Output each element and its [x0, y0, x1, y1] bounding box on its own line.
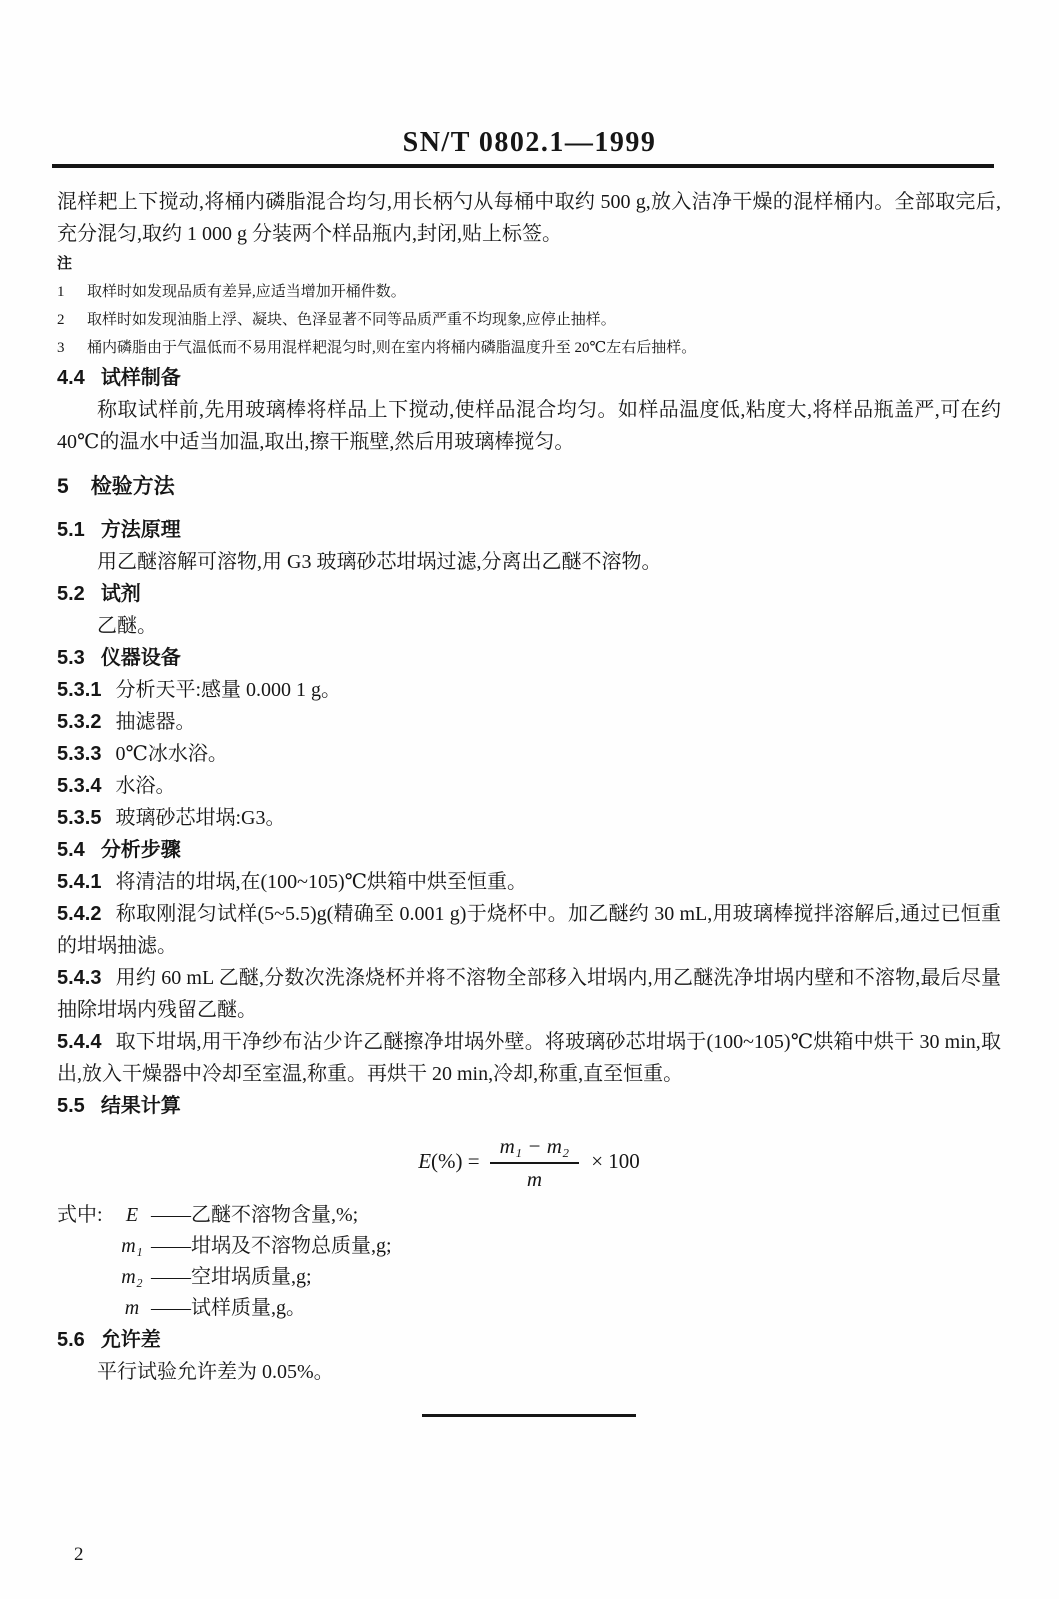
clause-text: 0℃冰水浴。 [115, 743, 228, 765]
clause-text: 分析天平:感量 0.000 1 g。 [115, 679, 342, 701]
clause-number: 5.4.3 [57, 967, 102, 989]
section-heading-5-4 [57, 834, 1001, 866]
section-5-2-paragraph: 乙醚。 [97, 615, 157, 637]
clause-number: 5.4.1 [57, 871, 102, 893]
section-number: 5 [57, 475, 69, 498]
clause-5-3-4 [57, 770, 1001, 802]
note-number: 3 [57, 340, 65, 356]
clause-text: 取下坩埚,用干净纱布沾少许乙醚擦净坩埚外壁。将玻璃砂芯坩埚于(100~105)℃烘箱中烘干 30 min,取出,放入干燥器中冷却至室温,称重。再烘干 20 min,冷却,称重,直至恒重。 [57, 1031, 1001, 1085]
clause-5-3-1 [57, 674, 1001, 706]
section-number: 5.1 [57, 519, 85, 541]
section-number: 5.2 [57, 583, 85, 605]
where-symbol: m₂ [121, 1266, 143, 1288]
where-text: ——试样质量,g。 [151, 1297, 306, 1319]
clause-text: 抽滤器。 [115, 711, 196, 733]
note-text: 取样时如发现品质有差异,应适当增加开桶件数。 [87, 284, 406, 300]
section-5-6-paragraph: 平行试验允许差为 0.05%。 [97, 1361, 334, 1383]
clause-number: 5.3.2 [57, 711, 102, 733]
note-number: 1 [57, 284, 65, 300]
clause-5-4-2 [57, 898, 1001, 962]
note-number: 2 [57, 312, 65, 328]
end-of-text-rule [422, 1414, 636, 1417]
clause-number: 5.4.2 [57, 903, 102, 925]
formula-variable-E: E [418, 1148, 432, 1173]
clause-5-3-3 [57, 738, 1001, 770]
where-text: ——坩埚及不溶物总质量,g; [151, 1235, 392, 1257]
section-title: 允许差 [100, 1329, 161, 1351]
standard-code: SN/T 0802.1—1999 [402, 127, 657, 158]
clause-5-4-4 [57, 1026, 1001, 1090]
section-title: 仪器设备 [100, 647, 181, 669]
where-line-m [57, 1293, 1001, 1324]
section-title: 分析步骤 [100, 839, 181, 861]
section-4-4-paragraph: 称取试样前,先用玻璃棒将样品上下搅动,使样品混合均匀。如样品温度低,粘度大,将样品瓶盖严,可在约 40℃的温水中适当加温,取出,擦干瓶壁,然后用玻璃棒搅匀。 [57, 399, 1001, 453]
result-formula [57, 1132, 1001, 1194]
clause-text: 称取刚混匀试样(5~5.5)g(精确至 0.001 g)于烧杯中。加乙醚约 30 mL,用玻璃棒搅拌溶解后,通过已恒重的坩埚抽滤。 [57, 903, 1001, 957]
header-rule [52, 164, 994, 168]
formula-denominator: m [526, 1167, 542, 1191]
note-text: 桶内磷脂由于气温低而不易用混样耙混匀时,则在室内将桶内磷脂温度升至 20℃左右后抽样。 [87, 340, 697, 356]
clause-number: 5.3.1 [57, 679, 102, 701]
clause-text: 用约 60 mL 乙醚,分数次洗涤烧杯并将不溶物全部移入坩埚内,用乙醚洗净坩埚内壁和不溶物,最后尽量抽除坩埚内残留乙醚。 [57, 967, 1001, 1021]
where-line-m2 [57, 1262, 1001, 1293]
intro-paragraph: 混样耙上下搅动,将桶内磷脂混合均匀,用长柄勺从每桶中取约 500 g,放入洁净干燥的混样桶内。全部取完后,充分混匀,取约 1 000 g 分装两个样品瓶内,封闭,贴上标签。 [57, 191, 1001, 245]
where-text: ——空坩埚质量,g; [151, 1266, 312, 1288]
section-heading-4-4 [57, 362, 1001, 394]
where-line-E [57, 1200, 1001, 1231]
where-line-m1 [57, 1231, 1001, 1262]
section-title: 试样制备 [100, 367, 181, 389]
formula-factor: × 100 [591, 1148, 640, 1173]
clause-text: 水浴。 [115, 775, 176, 797]
section-number: 5.3 [57, 647, 85, 669]
section-heading-5-6 [57, 1324, 1001, 1356]
section-title: 试剂 [100, 583, 141, 605]
clause-5-3-5 [57, 802, 1001, 834]
clause-number: 5.3.3 [57, 743, 102, 765]
section-number: 5.4 [57, 839, 85, 861]
formula-fraction [490, 1132, 580, 1194]
where-symbol: E [125, 1204, 139, 1226]
section-title: 检验方法 [90, 475, 175, 498]
section-heading-5-1 [57, 514, 1001, 546]
note-text: 取样时如发现油脂上浮、凝块、色泽显著不同等品质严重不均现象,应停止抽样。 [87, 312, 616, 328]
where-symbol: m [124, 1297, 140, 1319]
note-item-1 [57, 278, 1001, 306]
clause-number: 5.3.5 [57, 807, 102, 829]
formula-equals: (%) = [431, 1148, 480, 1173]
section-number: 5.5 [57, 1095, 85, 1117]
clause-5-4-1 [57, 866, 1001, 898]
formula-numerator: m₁ − m₂ [490, 1132, 580, 1164]
clause-text: 将清洁的坩埚,在(100~105)℃烘箱中烘至恒重。 [115, 871, 527, 893]
where-text: ——乙醚不溶物含量,%; [151, 1204, 359, 1226]
section-heading-5 [57, 470, 1001, 504]
section-title: 结果计算 [100, 1095, 181, 1117]
section-heading-5-2 [57, 578, 1001, 610]
clause-5-4-3 [57, 962, 1001, 1026]
note-item-3 [57, 334, 1001, 362]
section-5-1-paragraph: 用乙醚溶解可溶物,用 G3 玻璃砂芯坩埚过滤,分离出乙醚不溶物。 [97, 551, 662, 573]
document-content [57, 186, 1001, 1417]
section-heading-5-5 [57, 1090, 1001, 1122]
note-item-2 [57, 306, 1001, 334]
clause-text: 玻璃砂芯坩埚:G3。 [115, 807, 286, 829]
notes-label: 注 [57, 255, 73, 272]
where-prefix: 式中: [57, 1204, 103, 1226]
clause-number: 5.4.4 [57, 1031, 102, 1053]
section-title: 方法原理 [100, 519, 181, 541]
section-number: 5.6 [57, 1329, 85, 1351]
clause-number: 5.3.4 [57, 775, 102, 797]
clause-5-3-2 [57, 706, 1001, 738]
section-number: 4.4 [57, 367, 85, 389]
page-number: 2 [74, 1544, 84, 1565]
section-heading-5-3 [57, 642, 1001, 674]
where-symbol: m₁ [121, 1235, 143, 1257]
